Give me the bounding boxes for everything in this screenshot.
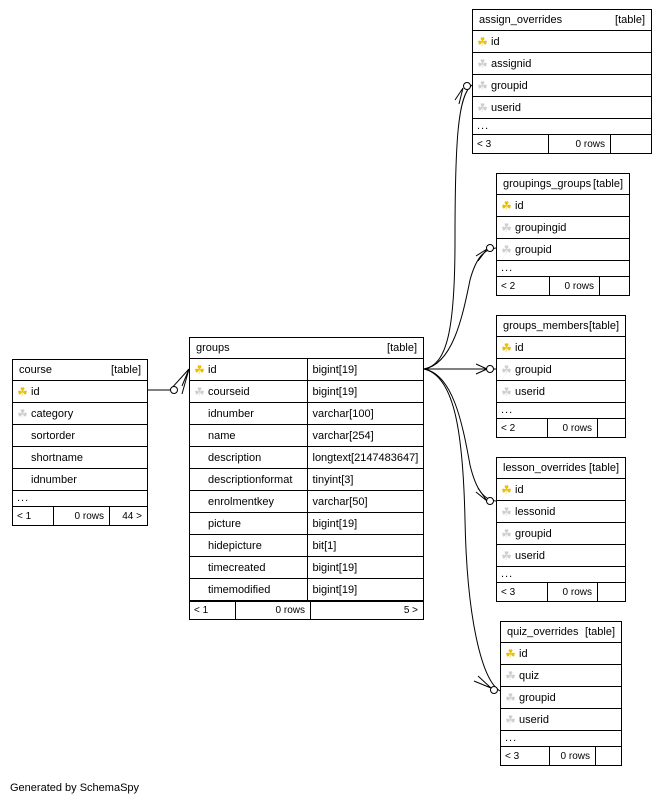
table-row[interactable] xyxy=(190,491,423,513)
column-cell xyxy=(190,408,307,420)
table-header xyxy=(497,316,625,337)
more-columns-indicator: ... xyxy=(473,119,651,135)
column-label: userid xyxy=(491,101,521,114)
foreign-key-icon: ☘ xyxy=(501,221,512,234)
column-label: enrolmentkey xyxy=(208,495,275,508)
table-header xyxy=(13,360,147,381)
table-tag: [table] xyxy=(615,14,645,26)
column-type: bit[1] xyxy=(307,535,424,556)
footer-prev[interactable]: < 3 xyxy=(505,750,520,762)
column-label: groupid xyxy=(515,243,552,256)
no-key-icon xyxy=(194,452,205,463)
column-cell xyxy=(497,528,625,540)
table-row[interactable] xyxy=(13,447,147,469)
table-row[interactable] xyxy=(497,239,629,261)
column-label: lessonid xyxy=(515,505,556,518)
table-footer xyxy=(13,507,147,525)
table-footer xyxy=(497,419,625,437)
column-label: userid xyxy=(519,713,549,726)
foreign-key-icon: ☘ xyxy=(17,407,28,420)
column-type: varchar[50] xyxy=(307,491,424,512)
table-row[interactable] xyxy=(13,381,147,403)
column-cell xyxy=(13,452,147,464)
foreign-key-icon: ☘ xyxy=(505,669,516,682)
footer-next[interactable]: 44 > xyxy=(109,507,147,525)
table-tag: [table] xyxy=(589,320,619,332)
table-tag: [table] xyxy=(585,626,615,638)
column-cell xyxy=(497,342,625,354)
column-cell xyxy=(501,714,621,726)
table-groups-members[interactable] xyxy=(496,315,626,438)
no-key-icon xyxy=(194,518,205,529)
column-cell xyxy=(501,648,621,660)
footer-next[interactable] xyxy=(595,747,621,765)
column-label: quiz xyxy=(519,669,540,682)
column-type: bigint[19] xyxy=(307,557,424,578)
table-row[interactable] xyxy=(497,217,629,239)
column-cell xyxy=(501,692,621,704)
column-type: bigint[19] xyxy=(307,359,424,380)
column-cell xyxy=(473,102,651,114)
table-footer xyxy=(473,135,651,153)
column-cell xyxy=(190,584,307,596)
column-label: userid xyxy=(515,385,545,398)
primary-key-icon: ☘ xyxy=(194,363,205,376)
table-title: quiz_overrides xyxy=(507,626,579,638)
column-label: id xyxy=(515,341,524,354)
table-row[interactable] xyxy=(497,501,625,523)
column-cell xyxy=(190,540,307,552)
table-assign-overrides[interactable] xyxy=(472,9,652,154)
column-label: shortname xyxy=(31,451,83,464)
table-header xyxy=(497,174,629,195)
footer-prev[interactable]: < 2 xyxy=(501,422,516,434)
column-type: varchar[254] xyxy=(307,425,424,446)
column-label: groupingid xyxy=(515,221,567,234)
footer-prev[interactable]: < 1 xyxy=(194,605,209,616)
more-columns-indicator: ... xyxy=(497,261,629,277)
table-row[interactable] xyxy=(497,381,625,403)
table-row[interactable] xyxy=(497,545,625,567)
table-row[interactable] xyxy=(190,381,423,403)
table-row[interactable] xyxy=(497,337,625,359)
column-label: sortorder xyxy=(31,429,76,442)
column-cell xyxy=(497,550,625,562)
foreign-key-icon: ☘ xyxy=(501,363,512,376)
table-row[interactable] xyxy=(190,359,423,381)
table-row[interactable] xyxy=(497,359,625,381)
table-tag: [table] xyxy=(593,178,623,190)
no-key-icon xyxy=(17,474,28,485)
footer-rowcount: 0 rows xyxy=(549,277,599,295)
table-header xyxy=(473,10,651,31)
table-tag: [table] xyxy=(387,342,417,354)
column-cell xyxy=(13,474,147,486)
table-header xyxy=(497,458,625,479)
column-label: groupid xyxy=(519,691,556,704)
table-row[interactable] xyxy=(13,403,147,425)
column-type: tinyint[3] xyxy=(307,469,424,490)
table-footer xyxy=(497,277,629,295)
column-label: id xyxy=(515,199,524,212)
footer-next[interactable] xyxy=(599,277,629,295)
no-key-icon xyxy=(194,584,205,595)
table-row[interactable] xyxy=(190,579,423,601)
column-type: longtext[2147483647] xyxy=(307,447,424,468)
column-cell xyxy=(190,496,307,508)
column-type: bigint[19] xyxy=(307,513,424,534)
footer-prev[interactable]: < 3 xyxy=(501,586,516,598)
table-row[interactable] xyxy=(190,447,423,469)
column-cell xyxy=(473,58,651,70)
more-columns-indicator: ... xyxy=(501,731,621,747)
footer-rowcount: 0 rows xyxy=(53,507,109,525)
table-footer xyxy=(501,747,621,765)
table-row[interactable] xyxy=(190,469,423,491)
column-cell xyxy=(497,222,629,234)
footer-rowcount: 0 rows xyxy=(547,583,597,601)
column-label: picture xyxy=(208,517,242,530)
column-label: idnumber xyxy=(208,407,254,420)
column-label: timecreated xyxy=(208,561,266,574)
column-cell xyxy=(473,36,651,48)
foreign-key-icon: ☘ xyxy=(194,385,205,398)
table-title: groupings_groups xyxy=(503,178,592,190)
foreign-key-icon: ☘ xyxy=(501,243,512,256)
footer-next[interactable] xyxy=(597,419,625,437)
foreign-key-icon: ☘ xyxy=(501,385,512,398)
column-cell xyxy=(497,364,625,376)
column-cell xyxy=(497,506,625,518)
footer-next[interactable] xyxy=(610,135,651,153)
no-key-icon xyxy=(194,408,205,419)
column-type: bigint[19] xyxy=(307,579,424,600)
table-row[interactable] xyxy=(473,75,651,97)
table-row[interactable] xyxy=(501,709,621,731)
primary-key-icon: ☘ xyxy=(501,483,512,496)
column-label: groupid xyxy=(515,527,552,540)
column-label: id xyxy=(515,483,524,496)
column-cell xyxy=(497,386,625,398)
no-key-icon xyxy=(194,430,205,441)
column-label: timemodified xyxy=(208,583,271,596)
column-cell xyxy=(497,244,629,256)
foreign-key-icon: ☘ xyxy=(477,57,488,70)
table-title: assign_overrides xyxy=(479,14,563,26)
primary-key-icon: ☘ xyxy=(17,385,28,398)
column-label: category xyxy=(31,407,74,420)
column-label: id xyxy=(31,385,40,398)
table-groups[interactable] xyxy=(189,337,424,620)
column-cell xyxy=(13,430,147,442)
table-row[interactable] xyxy=(190,535,423,557)
foreign-key-icon: ☘ xyxy=(501,527,512,540)
no-key-icon xyxy=(194,496,205,507)
column-cell xyxy=(190,518,307,530)
column-label: userid xyxy=(515,549,545,562)
column-label: descriptionformat xyxy=(208,473,293,486)
table-row[interactable] xyxy=(501,643,621,665)
column-cell xyxy=(190,386,307,398)
footer-next[interactable]: 5 > xyxy=(310,602,423,619)
foreign-key-icon: ☘ xyxy=(477,79,488,92)
table-title: course xyxy=(19,364,53,376)
no-key-icon xyxy=(194,474,205,485)
column-cell xyxy=(190,430,307,442)
table-row[interactable] xyxy=(501,687,621,709)
column-cell xyxy=(497,200,629,212)
table-row[interactable] xyxy=(473,97,651,119)
footer-rowcount: 0 rows xyxy=(548,135,610,153)
column-cell xyxy=(190,562,307,574)
more-columns-indicator: ... xyxy=(497,403,625,419)
column-cell xyxy=(501,670,621,682)
primary-key-icon: ☘ xyxy=(501,199,512,212)
foreign-key-icon: ☘ xyxy=(477,101,488,114)
table-tag: [table] xyxy=(111,364,141,376)
table-row[interactable] xyxy=(13,425,147,447)
column-label: groupid xyxy=(515,363,552,376)
footer-rowcount: 0 rows xyxy=(547,419,597,437)
column-label: id xyxy=(208,363,217,376)
table-course[interactable] xyxy=(12,359,148,526)
table-row[interactable] xyxy=(501,665,621,687)
column-cell xyxy=(190,452,307,464)
column-label: hidepicture xyxy=(208,539,262,552)
no-key-icon xyxy=(17,430,28,441)
column-cell xyxy=(190,474,307,486)
table-title: lesson_overrides xyxy=(503,462,587,474)
primary-key-icon: ☘ xyxy=(477,35,488,48)
foreign-key-icon: ☘ xyxy=(505,691,516,704)
primary-key-icon: ☘ xyxy=(505,647,516,660)
table-title: groups xyxy=(196,342,230,354)
footer-prev[interactable]: < 3 xyxy=(477,138,492,150)
column-label: id xyxy=(491,35,500,48)
footer-rowcount: 0 rows xyxy=(549,747,595,765)
footer-next[interactable] xyxy=(597,583,625,601)
table-row[interactable] xyxy=(473,53,651,75)
footer-rowcount: 0 rows xyxy=(235,602,310,619)
table-title: groups_members xyxy=(503,320,589,332)
column-cell xyxy=(497,484,625,496)
column-type: bigint[19] xyxy=(307,381,424,402)
column-type: varchar[100] xyxy=(307,403,424,424)
table-row[interactable] xyxy=(497,479,625,501)
table-row[interactable] xyxy=(190,513,423,535)
footer-prev[interactable]: < 1 xyxy=(17,510,32,522)
foreign-key-icon: ☘ xyxy=(505,713,516,726)
column-label: courseid xyxy=(208,385,250,398)
more-columns-indicator: ... xyxy=(497,567,625,583)
table-row[interactable] xyxy=(190,557,423,579)
column-label: idnumber xyxy=(31,473,77,486)
table-row[interactable] xyxy=(497,523,625,545)
column-cell xyxy=(13,386,147,398)
table-groupings-groups[interactable] xyxy=(496,173,630,296)
foreign-key-icon: ☘ xyxy=(501,505,512,518)
column-cell xyxy=(13,408,147,420)
table-footer xyxy=(497,583,625,601)
table-quiz-overrides[interactable] xyxy=(500,621,622,766)
primary-key-icon: ☘ xyxy=(501,341,512,354)
column-label: name xyxy=(208,429,236,442)
column-cell xyxy=(190,364,307,376)
more-columns-indicator: ... xyxy=(13,491,147,507)
table-lesson-overrides[interactable] xyxy=(496,457,626,602)
table-header xyxy=(190,338,423,359)
column-label: assignid xyxy=(491,57,532,70)
table-tag: [table] xyxy=(589,462,619,474)
table-row[interactable] xyxy=(473,31,651,53)
foreign-key-icon: ☘ xyxy=(501,549,512,562)
footer-prev[interactable]: < 2 xyxy=(501,280,516,292)
generated-by-label: Generated by SchemaSpy xyxy=(10,782,140,794)
table-header xyxy=(501,622,621,643)
column-label: id xyxy=(519,647,528,660)
table-row[interactable] xyxy=(190,425,423,447)
no-key-icon xyxy=(194,562,205,573)
no-key-icon xyxy=(17,452,28,463)
table-row[interactable] xyxy=(497,195,629,217)
column-label: groupid xyxy=(491,79,528,92)
column-label: description xyxy=(208,451,262,464)
table-row[interactable] xyxy=(190,403,423,425)
column-cell xyxy=(473,80,651,92)
no-key-icon xyxy=(194,540,205,551)
table-row[interactable] xyxy=(13,469,147,491)
table-footer xyxy=(190,601,423,619)
